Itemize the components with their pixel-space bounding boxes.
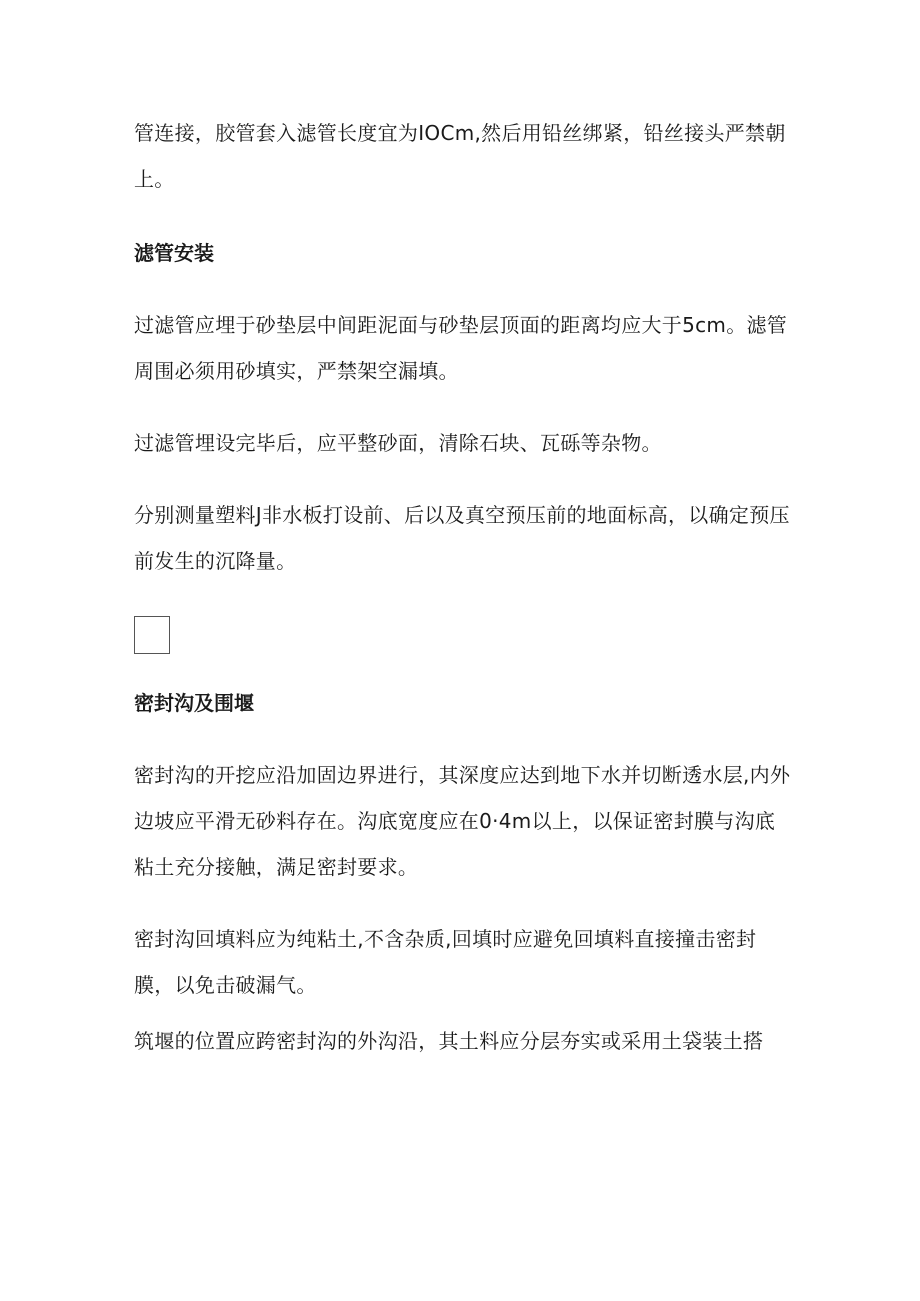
heading-seal-trench-cofferdam: 密封沟及围堰	[134, 691, 254, 715]
paragraph-filter-pipe-burial: 过滤管应埋于砂垫层中间距泥面与砂垫层顶面的距离均应大于5cm。滤管周围必须用砂填实，严禁架空漏填。	[134, 313, 788, 383]
paragraph-seal-trench-excavation: 密封沟的开挖应沿加固边界进行，其深度应达到地下水并切断透水层,内外边坡应平滑无砂料存在。沟底宽度应在0·4m以上，以保证密封膜与沟底粘土充分接触，满足密封要求。	[134, 763, 791, 879]
paragraph-measure-elevation: 分别测量塑料J非水板打设前、后以及真空预压前的地面标高，以确定预压前发生的沉降量。	[134, 503, 790, 573]
paragraph-cofferdam-position: 筑堰的位置应跨密封沟的外沟沿，其土料应分层夯实或采用土袋装土搭	[134, 1029, 764, 1053]
paragraph-seal-trench-backfill: 密封沟回填料应为纯粘土,不含杂质,回填时应避免回填料直接撞击密封膜，以免击破漏气。	[134, 927, 757, 997]
empty-checkbox-icon	[134, 616, 170, 654]
paragraph-level-sand-surface: 过滤管埋设完毕后，应平整砂面，清除石块、瓦砾等杂物。	[134, 431, 662, 455]
heading-filter-pipe-installation: 滤管安装	[134, 241, 214, 265]
paragraph-filter-pipe-connection: 管连接，胶管套入滤管长度宜为IOCm,然后用铅丝绑紧，铅丝接头严禁朝上。	[134, 121, 786, 191]
